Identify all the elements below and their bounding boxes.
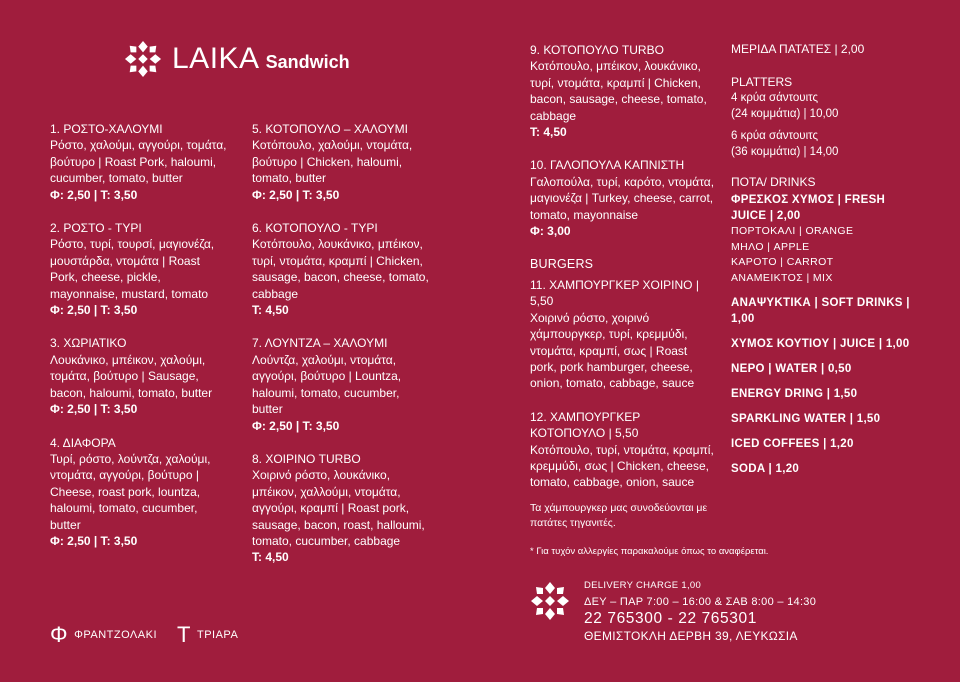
- delivery-charge: DELIVERY CHARGE 1,00: [584, 580, 702, 591]
- menu-item-price: Φ: 2,50 | Τ: 3,50: [252, 418, 340, 433]
- menu-item-description: Χοιρινό ρόστο, λουκάνικο, μπέικον, χαλλούμι, ντομάτα, αγγούρι, κραμπί | Roast pork, sausage, bacon, roast, halloumi, tomato, cucumber, cabbage: [252, 468, 425, 548]
- menu-item-title: 12. ΧΑΜΠΟΥΡΓΚΕΡ ΚΟΤΟΠΟΥΛΟ | 5,50: [530, 409, 641, 441]
- menu-item-price: Φ: 2,50 | Τ: 3,50: [50, 303, 138, 318]
- menu-item: [530, 157, 715, 239]
- menu-item-description: Χοιρινό ρόστο, χοιρινό χάμπουργκερ, τυρί, κρεμμύδι, ντομάτα, κραμπί, σως | Roast pork, pork hamburger, cheese, onion, tomato, cabbage, sauce: [530, 310, 695, 391]
- menu-column-4: [731, 41, 931, 477]
- menu-item: [252, 451, 432, 566]
- menu-item-description: Κοτόπουλο, χαλούμι, ντομάτα, βούτυρο | Chicken, haloumi, tomato, butter: [252, 138, 413, 186]
- menu-item-title: 4. ΔΙΑΦΟΡΑ: [50, 435, 116, 450]
- menu-item-title: 7. ΛΟΥΝΤΖΑ – ΧΑΛΟΥΜΙ: [252, 336, 388, 351]
- menu-item-title: 6. ΚΟΤΟΠΟΥΛΟ - ΤΥΡΙ: [252, 221, 378, 236]
- menu-item-price: Φ: 2,50 | Τ: 3,50: [50, 187, 138, 202]
- juice-title: JUICE | 2,00: [731, 210, 801, 222]
- menu-item-title: 2. ΡΟΣΤΟ - ΤΥΡΙ: [50, 221, 142, 236]
- menu-item-description: Κοτόπουλο, τυρί, ντομάτα, κραμπί, κρεμμύδι, σως | Chicken, cheese, tomato, cabbage, onion, sauce: [530, 442, 714, 490]
- legend-f-label: ΦΡΑΝΤΖΟΛΑΚΙ: [74, 629, 158, 641]
- platter-line: (36 κομμάτια) | 14,00: [731, 146, 839, 158]
- menu-item-price: Φ: 2,50 | Τ: 3,50: [252, 187, 340, 202]
- menu-item-description: Κοτόπουλο, λουκάνικο, μπέικον, τυρί, ντομάτα, κραμπί | Chicken, sausage, bacon, cheese, tomato, cabbage: [252, 237, 429, 301]
- menu-item-description: Λουκάνικο, μπέικον, χαλούμι, τομάτα, βούτυρο | Sausage, bacon, haloumi, tomato, butter: [50, 352, 213, 400]
- platter-line: (24 κομμάτια) | 10,00: [731, 108, 839, 120]
- snowflake-logo-icon: [530, 581, 570, 644]
- menu-item-title: 11. ΧΑΜΠΟΥΡΓΚΕΡ ΧΟΙΡΙΝΟ | 5,50: [530, 277, 699, 309]
- delivery-info: [530, 578, 816, 644]
- menu-item: [530, 409, 715, 491]
- menu-item-title: 3. ΧΩΡΙΑΤΙΚΟ: [50, 336, 127, 351]
- menu-item-description: Γαλοπούλα, τυρί, καρότο, ντομάτα, μαγιονέζα | Turkey, cheese, carrot, tomato, mayonnaise: [530, 174, 715, 222]
- menu-item-title: 10. ΓΑΛΟΠΟΥΛΑ ΚΑΠΝΙΣΤΗ: [530, 158, 685, 173]
- juice-flavour: ΜΗΛΟ | APPLE: [731, 240, 810, 253]
- snowflake-logo-icon: [124, 40, 162, 78]
- menu-item-price: Τ: 4,50: [252, 303, 289, 318]
- menu-item-description: Τυρί, ρόστο, λούντζα, χαλούμι, ντομάτα, αγγούρι, βούτυρο | Cheese, roast pork, lountza, haloumi, tomato, cucumber, butter: [50, 451, 211, 532]
- brand-name: [172, 42, 350, 76]
- menu-column-2: [252, 121, 432, 583]
- legend-t-glyph: Τ: [177, 622, 191, 647]
- brand-title: LAIKA: [172, 42, 260, 75]
- juice-title: ΦΡΕΣΚΟΣ ΧΥΜΟΣ | FRESH: [731, 194, 886, 206]
- menu-item-title: 9. ΚΟΤΟΠΟΥΛΟ TURBO: [530, 43, 664, 57]
- juice-flavour: ΠΟΡΤΟΚΑΛΙ | ORANGE: [731, 225, 854, 237]
- legend-t-label: ΤΡΙΑΡΑ: [196, 629, 239, 641]
- platter-line: 6 κρύα σάντουιτς: [731, 130, 819, 142]
- legend-f-glyph: Φ: [50, 622, 69, 647]
- menu-item-description: Λούντζα, χαλούμι, ντομάτα, αγγούρι, βούτυρο | Lountza, haloumi, tomato, cucumber, butter: [252, 352, 402, 417]
- menu-item: [50, 121, 230, 203]
- menu-item: [50, 435, 230, 550]
- menu-item-title: 5. ΚΟΤΟΠΟΥΛΟ – ΧΑΛΟΥΜΙ: [252, 122, 408, 136]
- drink-item: ΝΕΡΟ | WATER | 0,50: [731, 363, 852, 375]
- platter-line: 4 κρύα σάντουιτς: [731, 92, 819, 104]
- menu-item-title: 8. ΧΟΙΡΙΝΟ TURBO: [252, 451, 361, 466]
- allergy-note: * Για τυχόν αλλεργίες παρακαλούμε όπως το αναφέρεται.: [530, 546, 769, 557]
- platters-heading: PLATTERS: [731, 75, 793, 89]
- menu-item: [252, 121, 432, 203]
- drink-item: ENERGY DRING | 1,50: [731, 388, 858, 400]
- phone-numbers: 22 765300 - 22 765301: [584, 610, 757, 627]
- size-legend: [50, 624, 238, 646]
- drink-item: ICED COFFEES | 1,20: [731, 438, 854, 450]
- menu-item: [252, 335, 432, 433]
- menu-item-title: 1. ΡΟΣΤΟ-ΧΑΛΟΥΜΙ: [50, 122, 163, 136]
- drinks-heading: ΠΟΤΑ/ DRINKS: [731, 175, 816, 189]
- menu-item-description: Κοτόπουλο, μπέικον, λουκάνικο, τυρί, ντομάτα, κραμπί | Chicken, bacon, sausage, cheese, tomato, cabbage: [530, 59, 707, 123]
- drink-item: ΧΥΜΟΣ ΚΟΥΤΙΟΥ | JUICE | 1,00: [731, 338, 910, 350]
- juice-flavour: ΑΝΑΜΕΙΚΤΟΣ | MIX: [731, 271, 833, 284]
- burger-note: Τα χάμπουργκερ μας συνοδεύονται με πατάτες τηγανιτές.: [530, 501, 708, 529]
- juice-flavour: ΚΑΡΟΤΟ | CARROT: [731, 256, 834, 268]
- menu-column-3: [530, 42, 715, 531]
- menu-item-price: Φ: 2,50 | Τ: 3,50: [50, 533, 138, 548]
- drink-item: SODA | 1,20: [731, 463, 800, 475]
- address: ΘΕΜΙΣΤΟΚΛΗ ΔΕΡΒΗ 39, ΛΕΥΚΩΣΙΑ: [584, 629, 798, 643]
- brand-header: [124, 40, 350, 78]
- menu-item: [252, 220, 432, 318]
- menu-item-price: Τ: 4,50: [252, 550, 289, 565]
- menu-item-description: Ρόστο, τυρί, τουρσί, μαγιονέζα, μουστάρδα, ντομάτα | Roast Pork, cheese, pickle, mayonnaise, mustard, tomato: [50, 237, 215, 301]
- menu-item: [530, 277, 715, 392]
- menu-item-price: Τ: 4,50: [530, 125, 567, 140]
- opening-hours: ΔΕΥ – ΠΑΡ 7:00 – 16:00 & ΣΑΒ 8:00 – 14:30: [584, 596, 817, 608]
- menu-column-1: [50, 121, 230, 566]
- burgers-heading: BURGERS: [530, 257, 594, 272]
- menu-item: [50, 220, 230, 318]
- drink-item: SPARKLING WATER | 1,50: [731, 413, 881, 425]
- drink-item: ΑΝΑΨΥΚΤΙΚΑ | SOFT DRINKS | 1,00: [731, 297, 910, 325]
- menu-item: [50, 335, 230, 417]
- fries-item: ΜΕΡΙΔΑ ΠΑΤΑΤΕΣ | 2,00: [731, 42, 865, 56]
- menu-item-price: Φ: 3,00: [530, 224, 571, 239]
- menu-item: [530, 42, 715, 140]
- menu-item-price: Φ: 2,50 | Τ: 3,50: [50, 402, 138, 417]
- menu-item-description: Ρόστο, χαλούμι, αγγούρι, τομάτα, βούτυρο | Roast Pork, haloumi, cucumber, tomato, butter: [50, 138, 227, 186]
- brand-subtitle: Sandwich: [265, 52, 350, 72]
